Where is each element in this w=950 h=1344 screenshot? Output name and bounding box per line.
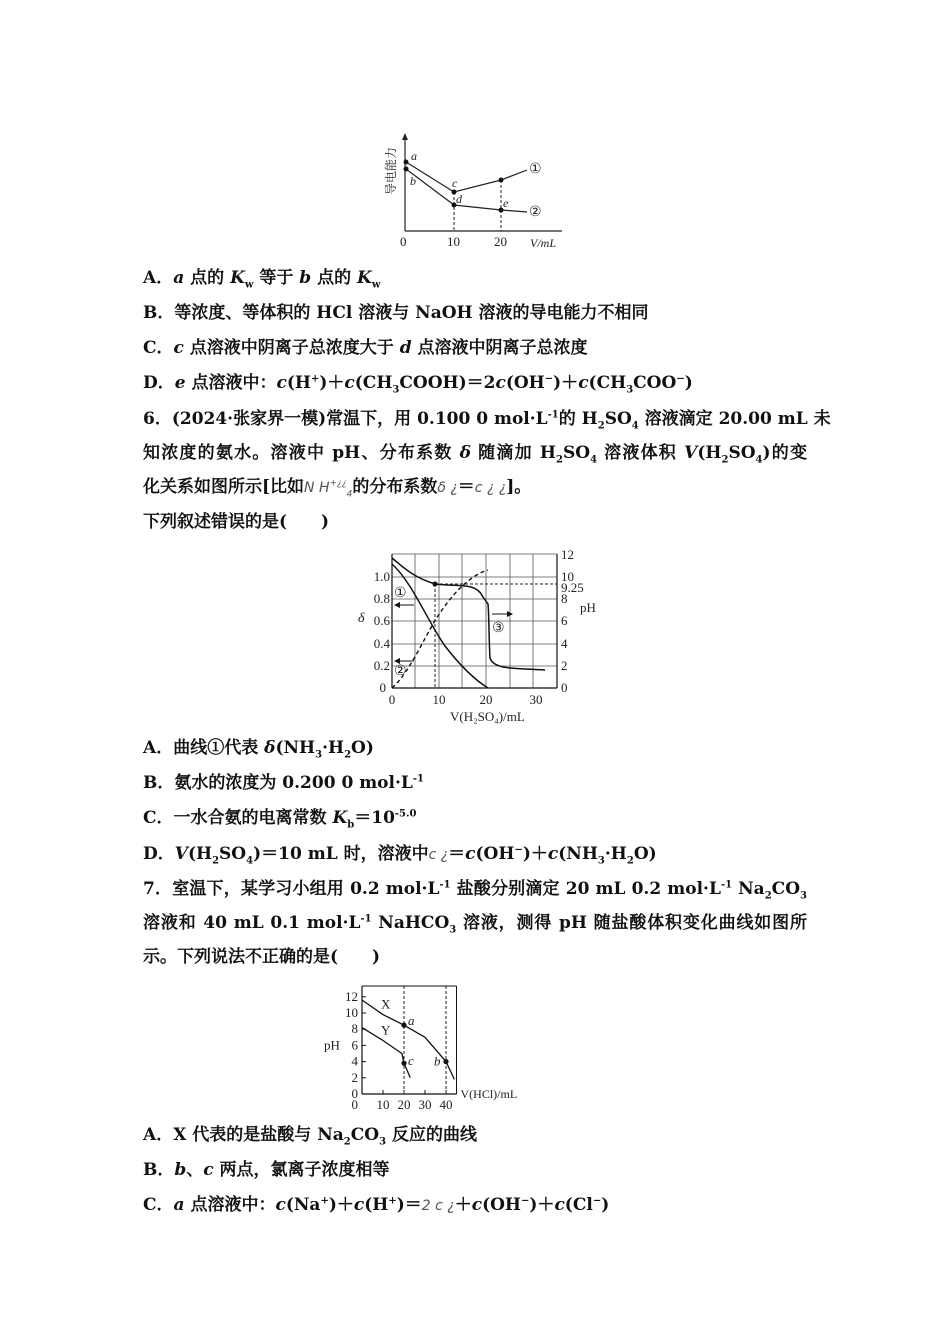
- q6-option-d: D．$V(H_2SO_4)=10$ mL 时，溶液中c ¿$=c(OH^-)+c(NH_3\cdot H_2O)$: [143, 844, 657, 867]
- chart7-x-tick: 20: [397, 1097, 411, 1110]
- chart6-x-tick: 20: [479, 692, 493, 707]
- q5-option-d: D．e 点溶液中：$c(H^+)+c(CH_3COOH)=2c(OH^-)+c(CH_3COO^-)$: [143, 373, 693, 396]
- fig1-curve-label: ①: [529, 161, 542, 177]
- fig1-tick: 0: [400, 234, 407, 249]
- chart6-left-tick: 0.8: [373, 591, 390, 606]
- chart6-right-tick: 10: [561, 569, 574, 584]
- conductivity-figure: [370, 125, 580, 253]
- chart6-ylabel-right: pH: [580, 600, 596, 615]
- chart6-left-tick: 0.4: [373, 636, 390, 651]
- fig1-point-e: e: [503, 196, 509, 210]
- fig1-tick: 20: [494, 234, 507, 249]
- fig1-curve-1: [406, 162, 527, 192]
- chart6-annotation: 9.25: [561, 580, 584, 595]
- chart7-y-tick: 12: [345, 988, 358, 1004]
- fig1-point-a: a: [411, 149, 417, 163]
- fig1-tick: 10: [447, 234, 460, 249]
- chart6-left-tick: 1.0: [373, 569, 390, 584]
- chart7-point: [401, 1061, 406, 1066]
- q7-option-b: B．b、c 两点，氯离子浓度相等: [143, 1160, 390, 1180]
- q5-option-a: A．a 点的 $K_w$ 等于 b 点的 $K_w$: [143, 268, 381, 291]
- q7-stem-line-3: 示。下列说法不正确的是( ): [143, 947, 381, 967]
- chart6-right-tick: 6: [561, 613, 568, 628]
- fig1-point-c: c: [452, 176, 458, 190]
- q5-option-b: B．等浓度、等体积的 HCl 溶液与 NaOH 溶液的导电能力不相同: [143, 303, 649, 323]
- fig1-xlabel: V/mL: [530, 236, 557, 250]
- chart7-point: [443, 1059, 448, 1064]
- fig1-curve-label: ②: [529, 204, 542, 220]
- q6-option-a: A．曲线①代表 $\delta(NH_3\cdot H_2O)$: [143, 738, 374, 761]
- chart6-x-tick: 0: [388, 692, 396, 707]
- chart6-left-tick: 0: [379, 680, 386, 695]
- chart6-left-tick: 0.2: [373, 658, 390, 673]
- chart7-series-label: Y: [381, 1022, 391, 1038]
- q7-stem-line-2: 溶液和 40 mL 0.1 $mol\cdot L^{-1}$ NaHCO$_3$ 溶液，测得 pH 随盐酸体积变化曲线如图所: [143, 913, 807, 936]
- q6-stem-line-1: 6．(2024·张家界一模)常温下，用 0.100 0 $mol\cdot L^{-1}$的 $H_2SO_4$ 溶液滴定 20.00 mL 未: [143, 409, 831, 432]
- q6-stem-line-2: 知浓度的氨水。溶液中 pH、分布系数 δ 随滴加 $H_2SO_4$ 溶液体积 $V(H_2SO_4)$的变: [143, 443, 807, 466]
- q5-option-c: C．c 点溶液中阴离子总浓度大于 d 点溶液中阴离子总浓度: [143, 338, 588, 358]
- chart7-series-label: X: [381, 996, 391, 1012]
- chart7-point-label: b: [434, 1053, 441, 1069]
- chart6-ylabel-left: δ: [358, 611, 365, 626]
- chart7-y-tick: 2: [351, 1069, 358, 1085]
- chart6-right-tick: 4: [561, 636, 568, 651]
- chart6-right-tick: 0: [561, 680, 568, 695]
- chart6-curve-label: ③: [492, 620, 505, 636]
- chart7-point: [401, 1023, 406, 1028]
- chart6-xlabel: V(H₂SO₄)/mL: [450, 709, 525, 724]
- q7-option-c: C．a 点溶液中：c(Na+)＋c(H+)＝2 c ¿＋c(OH−)＋c(Cl−): [143, 1195, 610, 1215]
- chart7-ylabel: pH: [324, 1037, 340, 1053]
- chart7-y-tick: 4: [351, 1053, 358, 1069]
- chart7-point-label: c: [408, 1053, 414, 1069]
- chart7-x-tick: 40: [439, 1097, 453, 1110]
- fig1-point-d: d: [456, 192, 462, 206]
- chart6-right-tick: 8: [561, 591, 568, 606]
- q6-stem-line-3: 化关系如图所示[比如N $H^{+¿¿}_4$的分布系数δ ¿＝c ¿ ¿]。: [143, 477, 532, 500]
- fig1-curve-2: [406, 169, 527, 212]
- chart7-origin: 0: [351, 1097, 358, 1110]
- q6-option-c: C．一水合氨的电离常数 $K_b=10^{-5.0}$: [143, 808, 417, 831]
- chart7-y-tick: 10: [345, 1005, 358, 1020]
- chart7-y-tick: 8: [351, 1021, 358, 1037]
- chart6-right-tick: 12: [561, 547, 574, 562]
- chart6-curve-label: ①: [394, 585, 407, 601]
- chart7-y-tick: 0: [351, 1086, 358, 1101]
- fig1-ylabel: 导电能力: [384, 146, 398, 195]
- fig1-point-b: b: [410, 174, 416, 188]
- chart7-x-tick: 10: [376, 1097, 390, 1110]
- q7-stem-line-1: 7．室温下，某学习小组用 0.2 $mol\cdot L^{-1}$ 盐酸分别滴定 20 mL 0.2 $mol\cdot L^{-1}$ $Na_2CO_3$: [143, 879, 807, 902]
- chart6-x-tick: 10: [432, 692, 446, 707]
- chart7-x-tick: 30: [418, 1097, 432, 1110]
- q6-option-b: B．氨水的浓度为 0.200 0 $mol\cdot L^{-1}$: [143, 773, 424, 793]
- q7-option-a: A．X 代表的是盐酸与 $Na_2CO_3$ 反应的曲线: [143, 1125, 477, 1148]
- chart6-right-tick: 2: [561, 658, 568, 673]
- titration-chart-hcl: [320, 980, 630, 1110]
- chart6-left-tick: 0.6: [373, 613, 390, 628]
- chart6-x-tick: 30: [529, 692, 543, 707]
- titration-chart-h2so4: [350, 542, 620, 727]
- chart6-curve-label: ②: [394, 663, 407, 679]
- chart7-point-label: a: [408, 1013, 415, 1029]
- q6-stem-line-4: 下列叙述错误的是( ): [143, 512, 330, 532]
- chart7-y-tick: 6: [351, 1037, 358, 1053]
- chart7-xlabel: V(HCl)/mL: [460, 1087, 518, 1101]
